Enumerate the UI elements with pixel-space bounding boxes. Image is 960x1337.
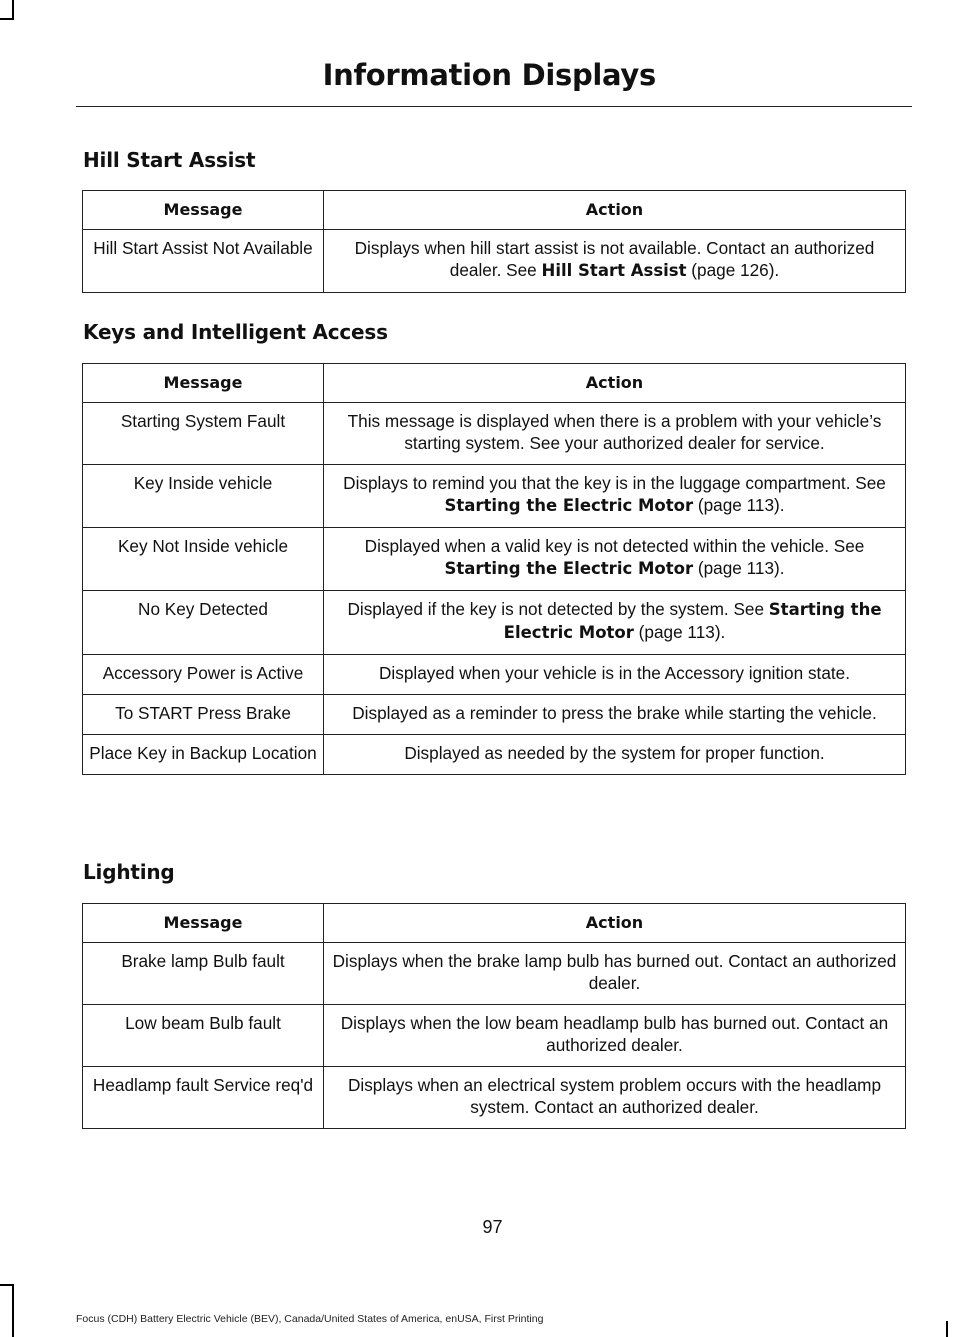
crop-mark — [12, 1284, 14, 1337]
message-cell: No Key Detected — [83, 591, 324, 655]
page-reference: Hill Start Assist — [541, 261, 687, 280]
page-number-ref: (page 113). — [693, 495, 785, 515]
action-text: Displays when hill start assist is not available. Contact an authorized dealer. See — [354, 238, 875, 280]
section-heading-keys-intelligent-access: Keys and Intelligent Access — [83, 320, 388, 344]
action-cell: Displays when the brake lamp bulb has burned out. Contact an authorized dealer. — [324, 943, 906, 1005]
table-row — [83, 1067, 906, 1129]
page-number-ref: (page 126). — [686, 260, 780, 280]
table-header-row — [83, 904, 906, 943]
page-reference: Starting the Electric Motor — [503, 600, 882, 642]
section-heading-lighting: Lighting — [83, 860, 175, 884]
message-cell: Starting System Fault — [83, 403, 324, 465]
action-cell — [324, 528, 906, 591]
action-cell — [324, 230, 906, 293]
action-text: Displayed when a valid key is not detected within the vehicle. See — [364, 536, 865, 556]
table-row — [83, 655, 906, 695]
action-cell — [324, 465, 906, 528]
page-number-ref: (page 113). — [633, 622, 726, 642]
column-header-action: Action — [324, 364, 906, 403]
table-row — [83, 230, 906, 293]
table-header-row — [83, 191, 906, 230]
table-header-row — [83, 364, 906, 403]
action-cell: Displays when an electrical system problem occurs with the headlamp system. Contact an authorized dealer. — [324, 1067, 906, 1129]
lighting-table — [82, 903, 906, 1129]
keys-intelligent-access-table — [82, 363, 906, 775]
table-row — [83, 528, 906, 591]
crop-mark — [12, 0, 14, 18]
title-divider — [76, 106, 912, 107]
footer-text: Focus (CDH) Battery Electric Vehicle (BEV), Canada/United States of America, enUSA, First Printing — [76, 1313, 544, 1325]
column-header-action: Action — [324, 191, 906, 230]
table-row — [83, 695, 906, 735]
action-cell: Displayed as a reminder to press the brake while starting the vehicle. — [324, 695, 906, 735]
page-reference: Starting the Electric Motor — [444, 559, 694, 578]
table-row — [83, 943, 906, 1005]
column-header-message: Message — [83, 364, 324, 403]
message-cell: Hill Start Assist Not Available — [83, 230, 324, 293]
crop-mark — [0, 18, 14, 20]
crop-mark — [0, 1284, 14, 1286]
table-row — [83, 465, 906, 528]
message-cell: Key Not Inside vehicle — [83, 528, 324, 591]
action-cell: This message is displayed when there is a problem with your vehicle’s starting system. See your authorized dealer for service. — [324, 403, 906, 465]
action-cell: Displayed as needed by the system for proper function. — [324, 735, 906, 775]
section-heading-hill-start-assist: Hill Start Assist — [83, 148, 256, 172]
action-cell — [324, 591, 906, 655]
table-row — [83, 735, 906, 775]
action-cell: Displays when the low beam headlamp bulb has burned out. Contact an authorized dealer. — [324, 1005, 906, 1067]
page-reference: Starting the Electric Motor — [444, 496, 694, 515]
action-text: Displays to remind you that the key is in the luggage compartment. See — [343, 473, 886, 493]
column-header-message: Message — [83, 904, 324, 943]
action-cell: Displayed when your vehicle is in the Accessory ignition state. — [324, 655, 906, 695]
message-cell: Place Key in Backup Location — [83, 735, 324, 775]
hill-start-assist-table — [82, 190, 906, 293]
table-row — [83, 1005, 906, 1067]
column-header-message: Message — [83, 191, 324, 230]
message-cell: To START Press Brake — [83, 695, 324, 735]
message-cell: Key Inside vehicle — [83, 465, 324, 528]
page-title: Information Displays — [322, 58, 656, 92]
message-cell: Low beam Bulb fault — [83, 1005, 324, 1067]
message-cell: Brake lamp Bulb fault — [83, 943, 324, 1005]
page-number-ref: (page 113). — [693, 558, 785, 578]
action-text: Displayed if the key is not detected by the system. See — [347, 599, 769, 619]
message-cell: Accessory Power is Active — [83, 655, 324, 695]
page-number: 97 — [482, 1217, 503, 1237]
table-row — [83, 403, 906, 465]
message-cell: Headlamp fault Service req'd — [83, 1067, 324, 1129]
table-row — [83, 591, 906, 655]
column-header-action: Action — [324, 904, 906, 943]
crop-mark — [946, 1321, 948, 1337]
